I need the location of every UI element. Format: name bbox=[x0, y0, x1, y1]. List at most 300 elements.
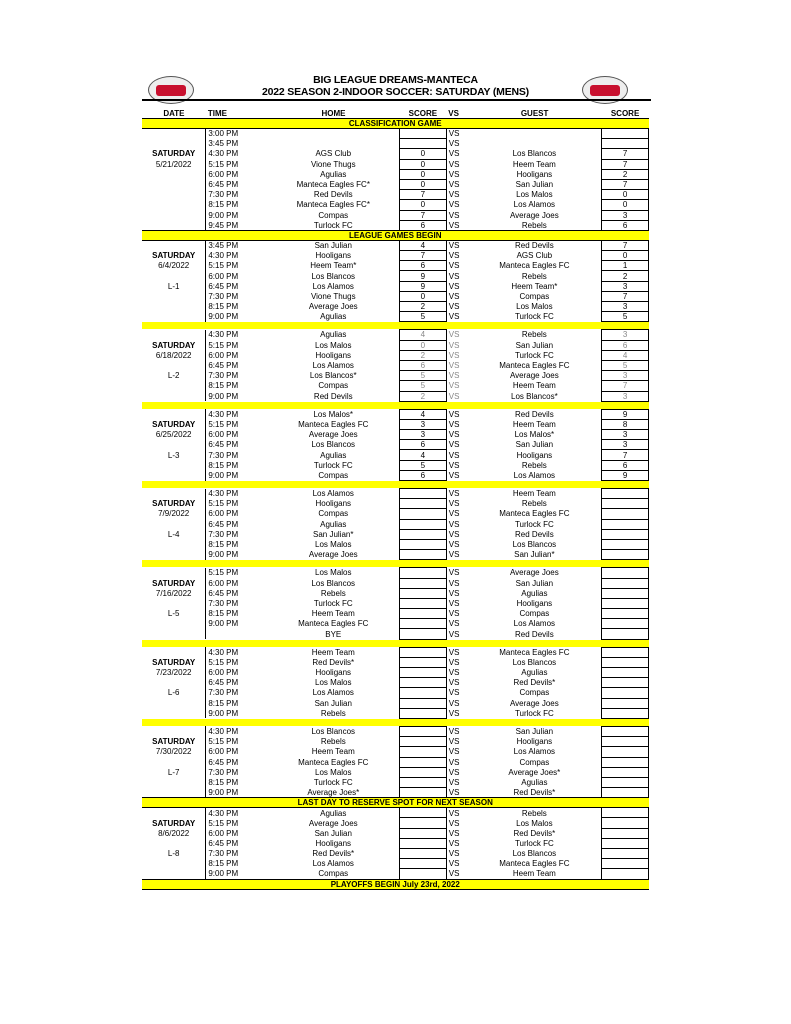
home-score-cell: 4 bbox=[399, 240, 446, 250]
time-cell: 8:15 PM bbox=[206, 609, 268, 619]
guest-score-cell: 3 bbox=[602, 330, 649, 340]
date-cell bbox=[142, 291, 206, 301]
home-team-cell: AGS Club bbox=[315, 149, 352, 159]
week-separator bbox=[142, 639, 649, 647]
vs-cell: VS bbox=[448, 609, 460, 619]
guest-team-cell: Rebels bbox=[521, 460, 547, 470]
guest-team-cell: San Julian bbox=[515, 340, 554, 350]
time-cell: 6:00 PM bbox=[206, 169, 268, 179]
table-row bbox=[142, 200, 649, 210]
guest-score-cell: 7 bbox=[602, 291, 649, 301]
table-row bbox=[142, 708, 649, 718]
date-cell: 7/30/2022 bbox=[155, 747, 192, 757]
home-team-cell: Red Devils* bbox=[312, 657, 355, 667]
vs-cell: VS bbox=[448, 869, 460, 879]
date-cell bbox=[142, 381, 206, 391]
guest-team-cell: Red Devils* bbox=[513, 787, 556, 797]
date-cell bbox=[142, 391, 206, 401]
home-team-cell: Los Malos bbox=[315, 678, 352, 688]
table-row bbox=[142, 129, 649, 139]
time-cell: 4:30 PM bbox=[206, 489, 268, 499]
week-label-cell: L-5 bbox=[167, 609, 180, 619]
time-cell: 4:30 PM bbox=[206, 647, 268, 657]
time-cell: 6:00 PM bbox=[206, 509, 268, 519]
guest-team-cell: Average Joes bbox=[509, 371, 559, 381]
day-cell: SATURDAY bbox=[152, 737, 196, 747]
col-home-score: SCORE bbox=[399, 109, 446, 119]
home-team-cell: Hooligans bbox=[315, 499, 352, 509]
guest-team-cell: Average Joes bbox=[509, 698, 559, 708]
guest-score-cell: 9 bbox=[602, 470, 649, 480]
table-row bbox=[142, 391, 649, 401]
home-team-cell: Hooligans bbox=[315, 350, 352, 360]
home-score-cell: 4 bbox=[399, 450, 446, 460]
guest-team-cell: Los Blancos bbox=[512, 657, 557, 667]
date-cell: 6/4/2022 bbox=[158, 261, 190, 271]
home-score-cell bbox=[399, 529, 446, 539]
time-cell: 5:15 PM bbox=[206, 499, 268, 509]
date-cell bbox=[142, 788, 206, 798]
time-cell: 8:15 PM bbox=[206, 200, 268, 210]
week-label-cell: L-1 bbox=[167, 281, 180, 291]
home-score-cell bbox=[399, 767, 446, 777]
table-row bbox=[142, 619, 649, 629]
date-cell: 6/18/2022 bbox=[155, 350, 192, 360]
guest-score-cell: 0 bbox=[602, 251, 649, 261]
vs-cell: VS bbox=[448, 460, 460, 470]
vs-cell: VS bbox=[448, 588, 460, 598]
home-team-cell: Red Devils* bbox=[312, 849, 355, 859]
home-score-cell: 0 bbox=[399, 149, 446, 159]
time-cell: 5:15 PM bbox=[206, 159, 268, 169]
header-row bbox=[142, 109, 649, 119]
home-team-cell: Red Devils bbox=[313, 190, 353, 200]
time-cell: 5:15 PM bbox=[206, 818, 268, 828]
guest-score-cell: 8 bbox=[602, 419, 649, 429]
table-row bbox=[142, 350, 649, 360]
home-team-cell: Vione Thugs bbox=[310, 291, 356, 301]
table-row bbox=[142, 210, 649, 220]
title-rule bbox=[142, 99, 651, 101]
guest-team-cell: Agulias bbox=[521, 588, 548, 598]
guest-team-cell: Los Malos bbox=[516, 818, 553, 828]
time-cell: 6:45 PM bbox=[206, 281, 268, 291]
vs-cell: VS bbox=[448, 149, 460, 159]
guest-score-cell: 6 bbox=[602, 220, 649, 230]
table-row bbox=[142, 757, 649, 767]
table-row bbox=[142, 381, 649, 391]
guest-team-cell: Los Blancos* bbox=[511, 391, 558, 401]
guest-team-cell: Compas bbox=[519, 609, 550, 619]
guest-score-cell: 6 bbox=[602, 460, 649, 470]
table-row bbox=[142, 460, 649, 470]
table-row bbox=[142, 261, 649, 271]
guest-team-cell: Rebels bbox=[521, 330, 547, 340]
home-team-cell: Hooligans bbox=[315, 838, 352, 848]
table-row bbox=[142, 440, 649, 450]
vs-cell: VS bbox=[448, 619, 460, 629]
guest-team-cell: Compas bbox=[519, 291, 550, 301]
guest-score-cell bbox=[602, 539, 649, 549]
guest-team-cell: Manteca Eagles FC bbox=[499, 647, 570, 657]
table-row bbox=[142, 450, 649, 460]
guest-score-cell bbox=[602, 788, 649, 798]
vs-cell: VS bbox=[448, 159, 460, 169]
week-label-cell: L-8 bbox=[167, 849, 180, 859]
table-row bbox=[142, 828, 649, 838]
table-row bbox=[142, 629, 649, 639]
home-team-cell: Los Alamos bbox=[312, 361, 354, 371]
time-cell: 6:00 PM bbox=[206, 350, 268, 360]
time-cell: 7:30 PM bbox=[206, 767, 268, 777]
date-cell bbox=[142, 220, 206, 230]
home-team-cell: Turlock FC bbox=[313, 460, 353, 470]
home-team-cell: Manteca Eagles FC bbox=[298, 757, 369, 767]
time-cell: 3:00 PM bbox=[206, 129, 268, 139]
guest-score-cell: 3 bbox=[602, 391, 649, 401]
guest-score-cell bbox=[602, 598, 649, 608]
home-score-cell bbox=[399, 757, 446, 767]
vs-cell: VS bbox=[448, 312, 460, 322]
vs-cell: VS bbox=[448, 251, 460, 261]
home-score-cell bbox=[399, 550, 446, 560]
table-row bbox=[142, 139, 649, 149]
home-score-cell bbox=[399, 777, 446, 787]
date-cell: 7/9/2022 bbox=[158, 509, 190, 519]
home-team-cell: Manteca Eagles FC* bbox=[296, 200, 370, 210]
playoffs-banner-text: PLAYOFFS BEGIN July 23rd, 2022 bbox=[142, 879, 649, 889]
guest-team-cell: Hooligans bbox=[516, 737, 553, 747]
guest-team-cell: Los Blancos bbox=[512, 149, 557, 159]
guest-team-cell: Manteca Eagles FC bbox=[499, 361, 570, 371]
table-row bbox=[142, 240, 649, 250]
date-cell bbox=[142, 139, 206, 149]
home-team-cell: Los Blancos bbox=[311, 578, 356, 588]
guest-score-cell bbox=[602, 838, 649, 848]
time-cell: 7:30 PM bbox=[206, 190, 268, 200]
date-cell bbox=[142, 519, 206, 529]
day-cell: SATURDAY bbox=[152, 578, 196, 588]
home-team-cell: Manteca Eagles FC bbox=[298, 419, 369, 429]
home-team-cell: Hooligans bbox=[315, 668, 352, 678]
vs-cell: VS bbox=[448, 838, 460, 848]
table-row bbox=[142, 578, 649, 588]
vs-cell: VS bbox=[448, 777, 460, 787]
day-cell: SATURDAY bbox=[152, 340, 196, 350]
playoffs-banner bbox=[142, 879, 649, 889]
guest-team-cell: Red Devils bbox=[515, 241, 554, 251]
table-row bbox=[142, 647, 649, 657]
home-score-cell: 6 bbox=[399, 220, 446, 230]
vs-cell: VS bbox=[448, 698, 460, 708]
table-row bbox=[142, 849, 649, 859]
time-cell: 8:15 PM bbox=[206, 381, 268, 391]
guest-score-cell bbox=[602, 519, 649, 529]
home-score-cell: 5 bbox=[399, 371, 446, 381]
table-row bbox=[142, 281, 649, 291]
home-score-cell: 7 bbox=[399, 251, 446, 261]
time-cell: 7:30 PM bbox=[206, 688, 268, 698]
guest-score-cell bbox=[602, 678, 649, 688]
date-cell: 7/16/2022 bbox=[155, 588, 192, 598]
home-score-cell: 3 bbox=[399, 430, 446, 440]
home-team-cell: San Julian bbox=[314, 241, 352, 251]
time-cell bbox=[206, 629, 268, 639]
time-cell: 8:15 PM bbox=[206, 302, 268, 312]
last-day-banner-text: LAST DAY TO RESERVE SPOT FOR NEXT SEASON bbox=[142, 798, 649, 808]
guest-score-cell bbox=[602, 777, 649, 787]
vs-cell: VS bbox=[448, 629, 460, 639]
home-score-cell bbox=[399, 139, 446, 149]
table-row bbox=[142, 271, 649, 281]
home-score-cell: 0 bbox=[399, 340, 446, 350]
home-team-cell: Average Joes bbox=[308, 430, 358, 440]
day-cell: SATURDAY bbox=[152, 251, 196, 261]
table-row bbox=[142, 588, 649, 598]
vs-cell: VS bbox=[448, 340, 460, 350]
home-team-cell: Compas bbox=[318, 869, 349, 879]
home-score-cell bbox=[399, 668, 446, 678]
guest-team-cell: Manteca Eagles FC bbox=[499, 859, 570, 869]
time-cell: 6:45 PM bbox=[206, 757, 268, 767]
vs-cell: VS bbox=[448, 241, 460, 251]
home-team-cell: Los Blancos bbox=[311, 440, 356, 450]
home-score-cell bbox=[399, 647, 446, 657]
guest-team-cell: Heem Team bbox=[512, 381, 556, 391]
table-row bbox=[142, 169, 649, 179]
time-cell: 8:15 PM bbox=[206, 859, 268, 869]
vs-cell: VS bbox=[448, 747, 460, 757]
home-team-cell: Compas bbox=[318, 509, 349, 519]
home-score-cell: 2 bbox=[399, 391, 446, 401]
guest-score-cell: 5 bbox=[602, 312, 649, 322]
table-row bbox=[142, 330, 649, 340]
table-row bbox=[142, 340, 649, 350]
col-time: TIME bbox=[206, 109, 268, 119]
table-row bbox=[142, 499, 649, 509]
home-team-cell bbox=[268, 129, 400, 139]
guest-team-cell: Los Alamos bbox=[513, 747, 556, 757]
home-score-cell: 0 bbox=[399, 169, 446, 179]
guest-score-cell bbox=[602, 499, 649, 509]
time-cell: 9:00 PM bbox=[206, 210, 268, 220]
home-team-cell: Los Malos bbox=[315, 767, 352, 777]
table-row bbox=[142, 609, 649, 619]
home-score-cell bbox=[399, 859, 446, 869]
date-cell bbox=[142, 539, 206, 549]
time-cell: 7:30 PM bbox=[206, 450, 268, 460]
guest-score-cell bbox=[602, 767, 649, 777]
classification-banner bbox=[142, 119, 649, 129]
guest-team-cell: Heem Team bbox=[512, 489, 556, 499]
home-team-cell: Agulias bbox=[320, 312, 347, 322]
home-score-cell: 0 bbox=[399, 291, 446, 301]
time-cell: 9:00 PM bbox=[206, 312, 268, 322]
time-cell: 5:15 PM bbox=[206, 568, 268, 578]
guest-team-cell: Los Malos* bbox=[514, 430, 555, 440]
guest-team-cell: Hooligans bbox=[516, 450, 553, 460]
table-row bbox=[142, 430, 649, 440]
home-team-cell: Rebels bbox=[320, 708, 346, 718]
home-team-cell: Compas bbox=[318, 210, 349, 220]
vs-cell: VS bbox=[448, 430, 460, 440]
guest-team-cell: Manteca Eagles FC bbox=[499, 261, 570, 271]
table-row bbox=[142, 550, 649, 560]
vs-cell: VS bbox=[448, 818, 460, 828]
home-team-cell: Heem Team bbox=[311, 609, 355, 619]
vs-cell: VS bbox=[448, 440, 460, 450]
home-score-cell: 9 bbox=[399, 281, 446, 291]
guest-team-cell: Compas bbox=[519, 688, 550, 698]
vs-cell: VS bbox=[448, 489, 460, 499]
table-row bbox=[142, 360, 649, 370]
home-score-cell: 5 bbox=[399, 381, 446, 391]
table-row bbox=[142, 419, 649, 429]
table-row bbox=[142, 529, 649, 539]
home-team-cell: Agulias bbox=[320, 519, 347, 529]
guest-score-cell bbox=[602, 668, 649, 678]
home-team-cell: Rebels bbox=[320, 737, 346, 747]
date-cell bbox=[142, 550, 206, 560]
vs-cell: VS bbox=[448, 361, 460, 371]
home-score-cell bbox=[399, 788, 446, 798]
vs-cell: VS bbox=[448, 330, 460, 340]
col-date: DATE bbox=[142, 109, 206, 119]
time-cell: 6:45 PM bbox=[206, 838, 268, 848]
home-score-cell bbox=[399, 828, 446, 838]
guest-score-cell: 7 bbox=[602, 240, 649, 250]
home-score-cell: 3 bbox=[399, 419, 446, 429]
date-cell bbox=[142, 698, 206, 708]
guest-team-cell: Rebels bbox=[521, 808, 547, 818]
date-cell: 7/23/2022 bbox=[155, 668, 192, 678]
time-cell: 6:45 PM bbox=[206, 440, 268, 450]
week-label-cell: L-6 bbox=[167, 688, 180, 698]
table-row bbox=[142, 220, 649, 230]
home-score-cell bbox=[399, 499, 446, 509]
time-cell: 6:45 PM bbox=[206, 678, 268, 688]
home-score-cell bbox=[399, 698, 446, 708]
table-row bbox=[142, 869, 649, 879]
home-team-cell: San Julian bbox=[314, 698, 352, 708]
vs-cell: VS bbox=[448, 767, 460, 777]
vs-cell: VS bbox=[448, 261, 460, 271]
table-row bbox=[142, 598, 649, 608]
home-score-cell bbox=[399, 509, 446, 519]
table-row bbox=[142, 489, 649, 499]
time-cell: 7:30 PM bbox=[206, 598, 268, 608]
guest-team-cell: Red Devils* bbox=[513, 828, 556, 838]
guest-team-cell: Los Blancos bbox=[512, 849, 557, 859]
vs-cell: VS bbox=[448, 350, 460, 360]
table-row bbox=[142, 668, 649, 678]
guest-team-cell: San Julian bbox=[515, 727, 554, 737]
table-row bbox=[142, 371, 649, 381]
vs-cell: VS bbox=[448, 409, 460, 419]
guest-score-cell bbox=[602, 609, 649, 619]
schedule-table bbox=[142, 109, 649, 890]
date-cell bbox=[142, 838, 206, 848]
vs-cell: VS bbox=[448, 568, 460, 578]
home-team-cell: San Julian* bbox=[313, 529, 354, 539]
time-cell: 9:00 PM bbox=[206, 788, 268, 798]
time-cell: 6:00 PM bbox=[206, 271, 268, 281]
guest-team-cell: Manteca Eagles FC bbox=[499, 509, 570, 519]
guest-score-cell: 7 bbox=[602, 149, 649, 159]
date-cell bbox=[142, 777, 206, 787]
date-cell bbox=[142, 619, 206, 629]
table-row bbox=[142, 808, 649, 818]
table-row bbox=[142, 251, 649, 261]
home-score-cell: 6 bbox=[399, 470, 446, 480]
time-cell: 5:15 PM bbox=[206, 737, 268, 747]
guest-team-cell: Heem Team* bbox=[511, 281, 558, 291]
date-cell bbox=[142, 708, 206, 718]
vs-cell: VS bbox=[448, 828, 460, 838]
time-cell: 6:00 PM bbox=[206, 668, 268, 678]
guest-team-cell: Los Blancos bbox=[512, 540, 557, 550]
table-row bbox=[142, 788, 649, 798]
time-cell: 4:30 PM bbox=[206, 251, 268, 261]
home-team-cell: Heem Team bbox=[311, 647, 355, 657]
vs-cell: VS bbox=[448, 470, 460, 480]
home-team-cell: Red Devils bbox=[313, 391, 353, 401]
guest-score-cell bbox=[602, 757, 649, 767]
time-cell: 9:00 PM bbox=[206, 708, 268, 718]
vs-cell: VS bbox=[448, 859, 460, 869]
time-cell: 9:00 PM bbox=[206, 391, 268, 401]
col-home: HOME bbox=[268, 109, 400, 119]
date-cell bbox=[142, 409, 206, 419]
vs-cell: VS bbox=[448, 190, 460, 200]
home-score-cell bbox=[399, 869, 446, 879]
guest-team-cell: Heem Team bbox=[512, 159, 556, 169]
guest-team-cell: AGS Club bbox=[516, 251, 553, 261]
table-row bbox=[142, 409, 649, 419]
guest-score-cell: 7 bbox=[602, 179, 649, 189]
table-row bbox=[142, 509, 649, 519]
home-team-cell: Hooligans bbox=[315, 251, 352, 261]
vs-cell: VS bbox=[448, 180, 460, 190]
home-team-cell: Turlock FC bbox=[313, 598, 353, 608]
home-score-cell: 4 bbox=[399, 409, 446, 419]
table-row bbox=[142, 657, 649, 667]
time-cell: 7:30 PM bbox=[206, 291, 268, 301]
home-score-cell: 6 bbox=[399, 360, 446, 370]
guest-score-cell bbox=[602, 869, 649, 879]
table-row bbox=[142, 179, 649, 189]
guest-team-cell: Agulias bbox=[521, 668, 548, 678]
guest-team-cell: Turlock FC bbox=[514, 350, 554, 360]
guest-score-cell bbox=[602, 657, 649, 667]
home-team-cell: Vione Thugs bbox=[310, 159, 356, 169]
table-row bbox=[142, 767, 649, 777]
home-team-cell: San Julian bbox=[314, 828, 352, 838]
time-cell: 5:15 PM bbox=[206, 261, 268, 271]
vs-cell: VS bbox=[448, 291, 460, 301]
guest-team-cell bbox=[468, 129, 602, 139]
date-cell bbox=[142, 169, 206, 179]
date-cell bbox=[142, 240, 206, 250]
vs-cell: VS bbox=[448, 540, 460, 550]
date-cell bbox=[142, 859, 206, 869]
vs-cell: VS bbox=[448, 509, 460, 519]
guest-score-cell bbox=[602, 129, 649, 139]
date-cell bbox=[142, 360, 206, 370]
date-cell bbox=[142, 271, 206, 281]
vs-cell: VS bbox=[448, 737, 460, 747]
table-row bbox=[142, 737, 649, 747]
